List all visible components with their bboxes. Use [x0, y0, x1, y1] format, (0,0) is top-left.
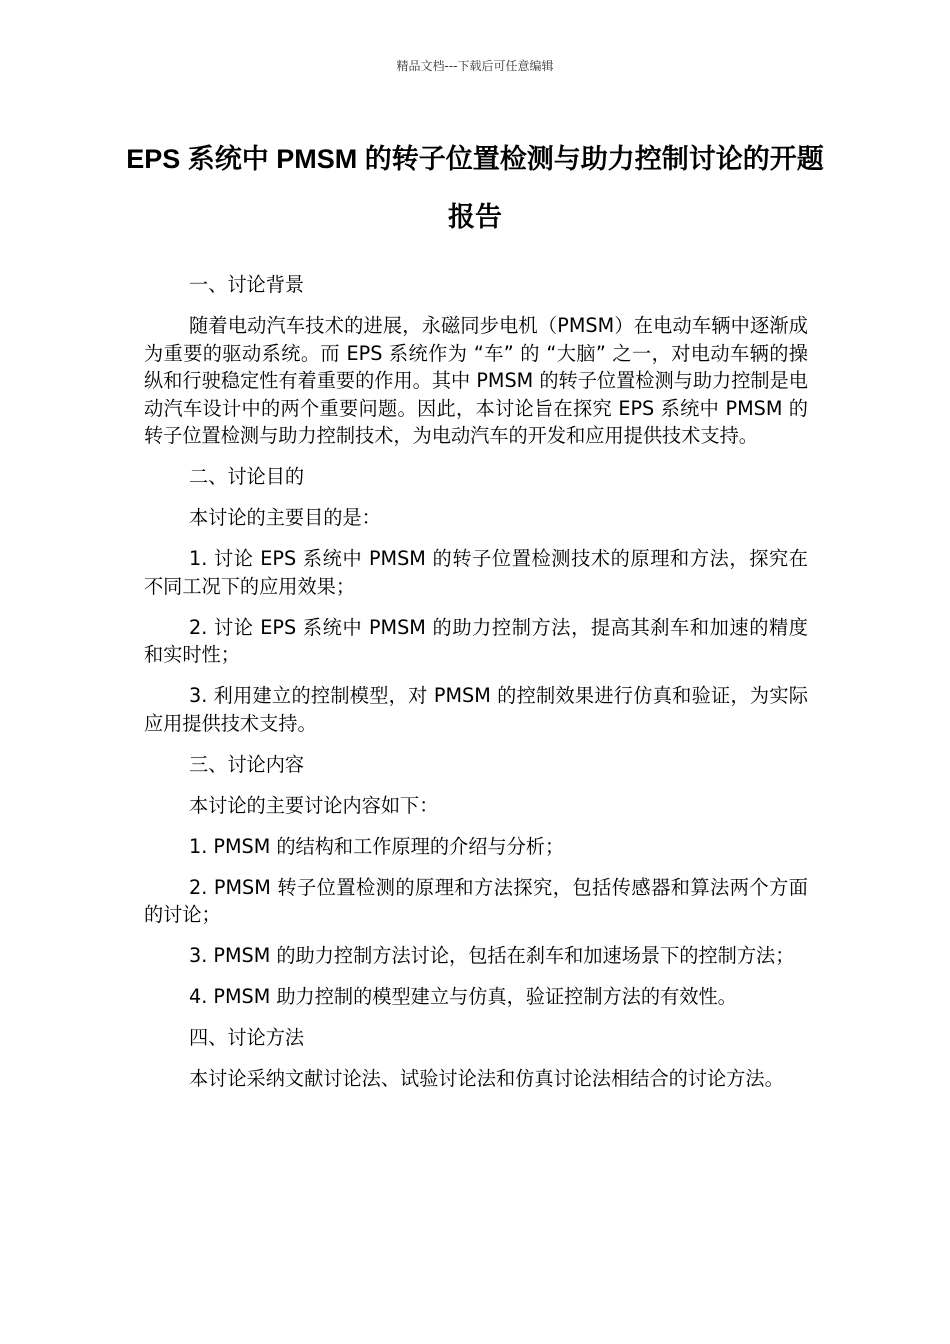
content-intro: 本讨论的主要讨论内容如下：: [189, 793, 439, 817]
section-heading-content: 三、讨论内容: [189, 752, 305, 776]
document-body: [144, 271, 808, 1106]
background-paragraph: 随着电动汽车技术的进展，永磁同步电机（PMSM）在电动车辆中逐渐成为重要的驱动系统。而 EPS 系统作为 “车” 的 “大脑” 之一，对电动车辆的操纵和行驶稳定性有着重要的作用。其中 PMSM 的转子位置检测与助力控制是电动汽车设计中的两个重要问题。因此，本讨论旨在探究 EPS 系统中 PMSM 的转子位置检测与助力控制技术，为电动汽车的开发和应用提供技术支持。: [144, 314, 808, 447]
purpose-item: 3. 利用建立的控制模型，对 PMSM 的控制效果进行仿真和验证，为实际应用提供技术支持。: [144, 684, 808, 735]
purpose-item: 2. 讨论 EPS 系统中 PMSM 的助力控制方法，提高其刹车和加速的精度和实时性；: [144, 615, 808, 666]
content-item: 4. PMSM 助力控制的模型建立与仿真，验证控制方法的有效性。: [189, 985, 737, 1008]
method-paragraph: 本讨论采纳文献讨论法、试验讨论法和仿真讨论法相结合的讨论方法。: [189, 1067, 784, 1090]
header-note: 精品文档---下载后可任意编辑: [396, 59, 554, 73]
content-item: 1. PMSM 的结构和工作原理的介绍与分析；: [189, 834, 565, 858]
content-item: 2. PMSM 转子位置检测的原理和方法探究，包括传感器和算法两个方面的讨论；: [144, 875, 808, 926]
section-heading-background: 一、讨论背景: [189, 273, 305, 296]
section-heading-purpose: 二、讨论目的: [189, 465, 305, 488]
content-item: 3. PMSM 的助力控制方法讨论，包括在刹车和加速场景下的控制方法；: [189, 944, 795, 967]
purpose-intro: 本讨论的主要目的是：: [189, 506, 381, 529]
document-title: EPS 系统中 PMSM 的转子位置检测与助力控制讨论的开题报告: [126, 144, 824, 232]
section-heading-method: 四、讨论方法: [189, 1026, 305, 1049]
purpose-item: 1. 讨论 EPS 系统中 PMSM 的转子位置检测技术的原理和方法，探究在不同工况下的应用效果；: [144, 547, 808, 598]
